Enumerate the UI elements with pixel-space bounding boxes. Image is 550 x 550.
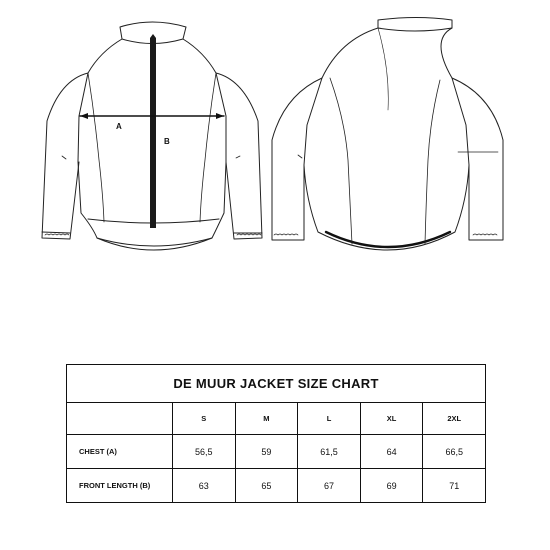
size-header-row	[67, 403, 486, 435]
size-header-m: M	[235, 403, 298, 435]
size-header-xl: XL	[360, 403, 423, 435]
front-length-value-2xl: 71	[423, 469, 486, 503]
zipper-dimension-b	[150, 38, 156, 228]
front-length-value-m: 65	[235, 469, 298, 503]
jacket-illustration	[0, 0, 550, 270]
size-header-l: L	[298, 403, 361, 435]
chest-row-label: CHEST (A)	[67, 435, 173, 469]
front-length-value-s: 63	[173, 469, 236, 503]
chest-row	[67, 435, 486, 469]
dimension-label-a: A	[116, 122, 122, 131]
dimension-label-b: B	[164, 137, 170, 146]
jacket-back-view	[272, 18, 503, 251]
front-length-row-label: FRONT LENGTH (B)	[67, 469, 173, 503]
chest-value-l: 61,5	[298, 435, 361, 469]
chest-value-m: 59	[235, 435, 298, 469]
chest-value-s: 56,5	[173, 435, 236, 469]
size-header-s: S	[173, 403, 236, 435]
front-length-value-l: 67	[298, 469, 361, 503]
front-length-row	[67, 469, 486, 503]
corner-cell	[67, 403, 173, 435]
chest-value-2xl: 66,5	[423, 435, 486, 469]
size-chart-table	[66, 364, 486, 503]
chest-value-xl: 64	[360, 435, 423, 469]
front-length-value-xl: 69	[360, 469, 423, 503]
size-header-2xl: 2XL	[423, 403, 486, 435]
size-chart-title: DE MUUR JACKET SIZE CHART	[67, 365, 486, 403]
